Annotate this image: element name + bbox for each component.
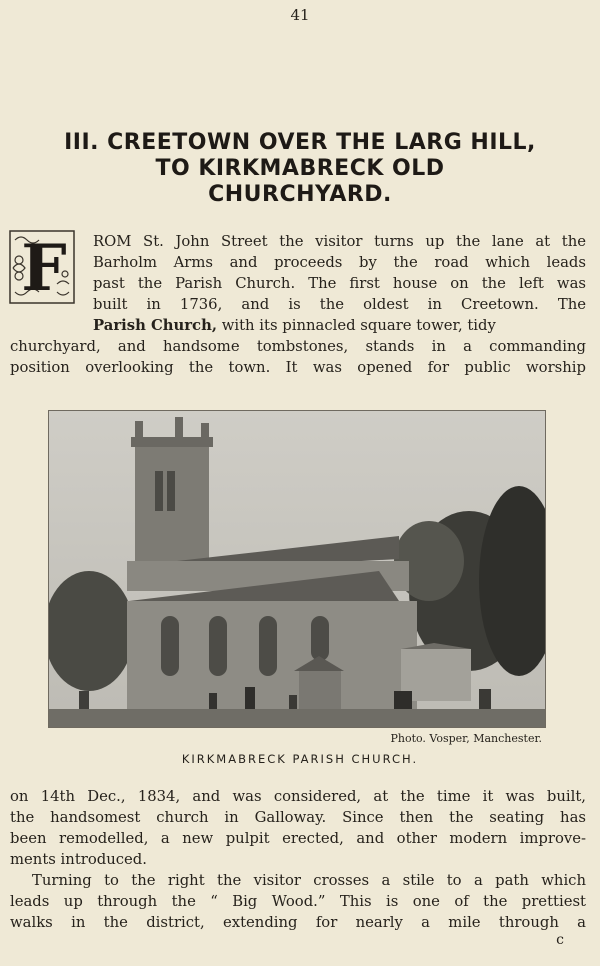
text-line: walks in the district, extending for nearly a mile through a (10, 914, 586, 931)
text-line: been remodelled, a new pulpit erected, and other modern improve- (10, 830, 586, 847)
photo-caption: KIRKMABRECK PARISH CHURCH. (181, 752, 419, 766)
text-line: on 14th Dec., 1834, and was considered, at the time it was built, (10, 788, 586, 805)
page-number: 41 (290, 6, 310, 24)
final-paragraph (10, 870, 586, 933)
text-line: churchyard, and handsome tombstones, stands in a commanding (10, 338, 586, 355)
text-line: position overlooking the town. It was opened for public worship (10, 359, 586, 376)
text-line: leads up through the “ Big Wood.” This is one of the prettiest (10, 893, 586, 910)
text-line: past the Parish Church. The first house on the left was (93, 275, 586, 292)
chapter-title (20, 130, 580, 208)
text-line: Turning to the right the visitor crosses a stile to a path which (32, 872, 586, 889)
signature-mark: c (556, 932, 564, 948)
parish-church-bold: Parish Church, (93, 317, 217, 334)
intro-paragraph (10, 231, 586, 378)
text-line (10, 315, 586, 336)
text-line: built in 1736, and is the oldest in Creetown. The (93, 296, 586, 313)
text-line: the handsomest church in Galloway. Since then the seating has (10, 809, 586, 826)
title-line: CHURCHYARD. (208, 182, 392, 207)
church-photograph (48, 410, 546, 728)
text-line: Barholm Arms and proceeds by the road which leads (93, 254, 586, 271)
after-paragraph (10, 786, 586, 870)
text-line: ROM St. John Street the visitor turns up the lane at the (93, 233, 586, 250)
parish-church-rest: with its pinnacled square tower, tidy (216, 317, 496, 334)
drop-cap-letter: F (21, 231, 67, 304)
photo-credit: Photo. Vosper, Manchester. (390, 732, 542, 745)
title-line: TO KIRKMABRECK OLD (155, 156, 445, 181)
title-line: III. CREETOWN OVER THE LARG HILL, (64, 130, 536, 155)
text-line: ments introduced. (10, 851, 147, 868)
